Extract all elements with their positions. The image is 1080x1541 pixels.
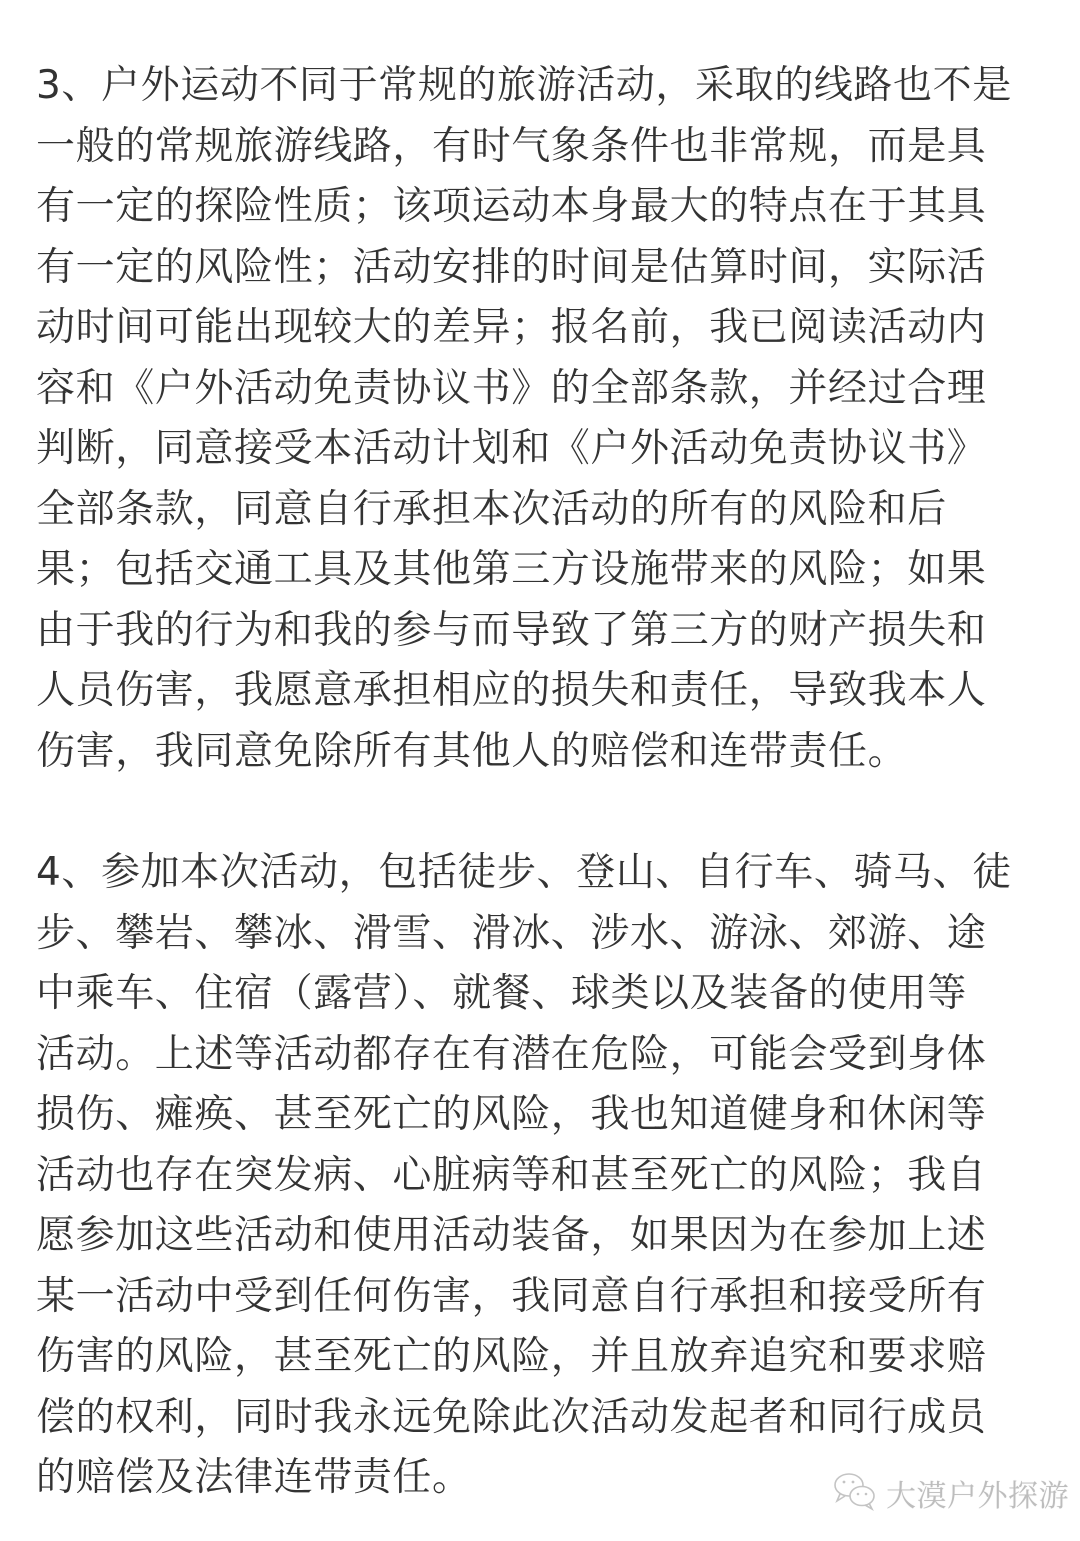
text-line: 中乘车、住宿（露营）、就餐、球类以及装备的使用等 <box>36 971 967 1016</box>
text-line: 偿的权利，同时我永远免除此次活动发起者和同行成员 <box>36 1394 987 1440</box>
text-line: 的赔偿及法律连带责任。 <box>36 1455 472 1500</box>
text-line: 一般的常规旅游线路，有时气象条件也非常规，而是具 <box>36 123 987 169</box>
text-line: 有一定的风险性；活动安排的时间是估算时间，实际活 <box>36 244 987 290</box>
text-line: 果；包括交通工具及其他第三方设施带来的风险；如果 <box>36 547 987 592</box>
article-body <box>36 56 1046 1509</box>
text-line: 伤害，我同意免除所有其他人的赔偿和连带责任。 <box>36 728 908 774</box>
text-line: 4、参加本次活动，包括徒步、登山、自行车、骑马、徒 <box>36 850 1012 895</box>
paragraph-3 <box>36 56 1046 782</box>
watermark <box>832 1470 1069 1516</box>
text-line: 损伤、瘫痪、甚至死亡的风险，我也知道健身和休闲等 <box>36 1092 987 1137</box>
text-line: 判断，同意接受本活动计划和《户外活动免责协议书》 <box>36 426 987 471</box>
paragraph-spacer <box>36 782 1046 843</box>
paragraph-4 <box>36 843 1046 1509</box>
text-line: 愿参加这些活动和使用活动装备，如果因为在参加上述 <box>36 1213 987 1258</box>
text-line: 某一活动中受到任何伤害，我同意自行承担和接受所有 <box>36 1273 987 1319</box>
watermark-account-name: 大漠户外探游 <box>886 1479 1069 1514</box>
text-line: 步、攀岩、攀冰、滑雪、滑冰、涉水、游泳、郊游、途 <box>36 910 987 956</box>
text-line: 有一定的探险性质；该项运动本身最大的特点在于其具 <box>36 184 987 229</box>
wechat-icon <box>832 1470 878 1516</box>
text-line: 人员伤害，我愿意承担相应的损失和责任，导致我本人 <box>36 668 987 713</box>
text-line: 全部条款，同意自行承担本次活动的所有的风险和后 <box>36 486 947 532</box>
text-line: 活动也存在突发病、心脏病等和甚至死亡的风险；我自 <box>36 1152 987 1198</box>
text-line: 活动。上述等活动都存在有潜在危险，可能会受到身体 <box>36 1031 987 1077</box>
text-line: 容和《户外活动免责协议书》的全部条款，并经过合理 <box>36 365 987 411</box>
text-line: 3、户外运动不同于常规的旅游活动，采取的线路也不是 <box>36 63 1012 108</box>
text-line: 动时间可能出现较大的差异；报名前，我已阅读活动内 <box>36 305 987 350</box>
text-line: 伤害的风险，甚至死亡的风险，并且放弃追究和要求赔 <box>36 1334 987 1379</box>
text-line: 由于我的行为和我的参与而导致了第三方的财产损失和 <box>36 607 987 653</box>
